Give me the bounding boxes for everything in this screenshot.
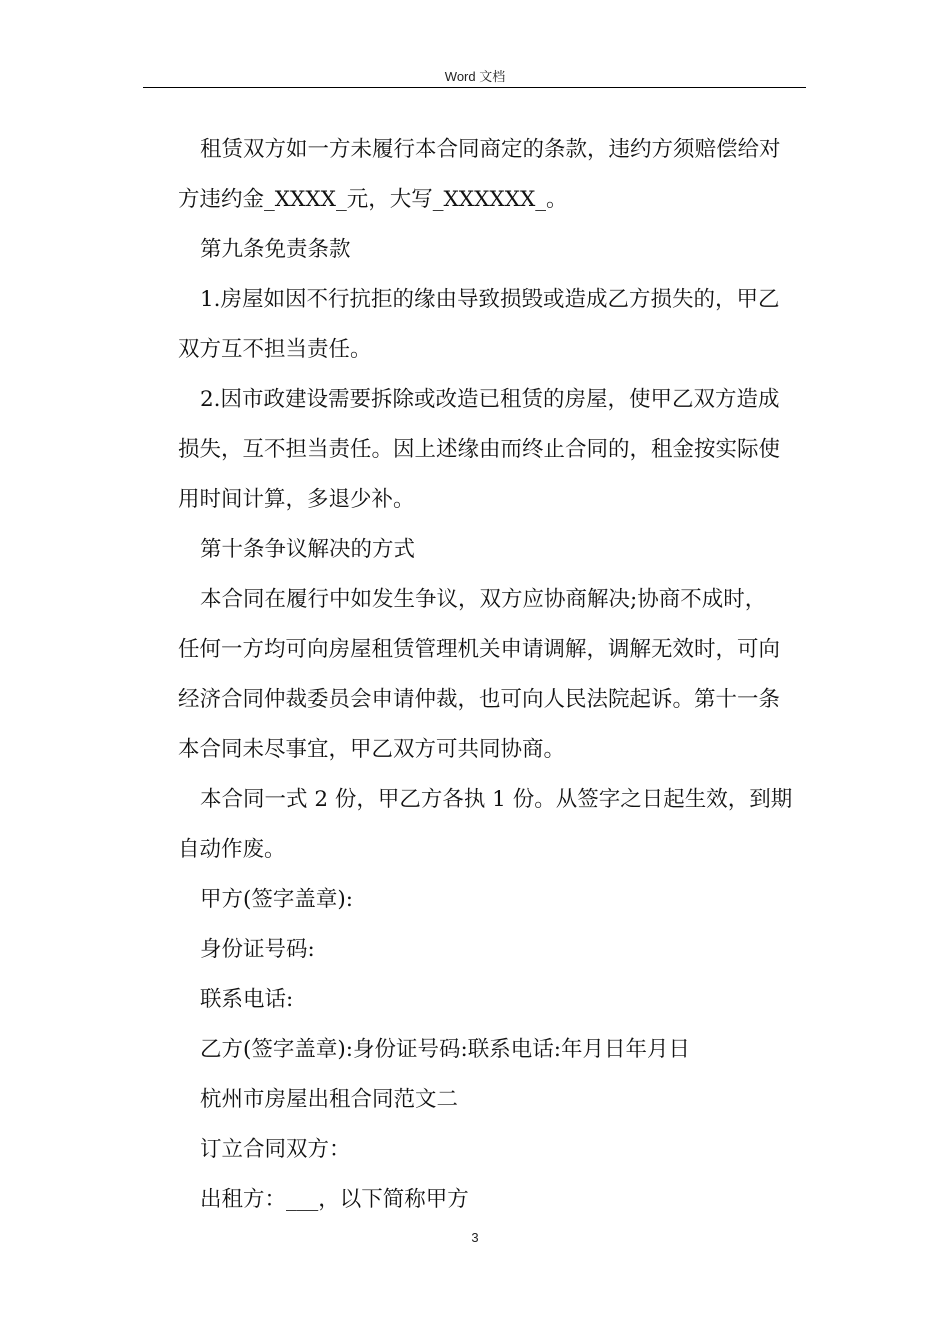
paragraph-line: 双方互不担当责任。 (178, 337, 372, 362)
paragraph-line: 订立合同双方： (200, 1137, 351, 1162)
paragraph-line: 任何一方均可向房屋租赁管理机关申请调解，调解无效时，可向 (178, 637, 781, 662)
paragraph-line: 损失，互不担当责任。因上述缘由而终止合同的，租金按实际使 (178, 437, 781, 462)
paragraph-line: 本合同未尽事宜，甲乙双方可共同协商。 (178, 737, 566, 762)
document-subtitle: 杭州市房屋出租合同范文二 (200, 1087, 459, 1112)
paragraph-line: 租赁双方如一方未履行本合同商定的条款，违约方须赔偿给对 (200, 137, 781, 162)
page-number: 3 (471, 1230, 479, 1245)
paragraph-line: 经济合同仲裁委员会申请仲裁，也可向人民法院起诉。第十一条 (178, 687, 781, 712)
section-heading: 第十条争议解决的方式 (200, 537, 416, 562)
paragraph-line: 本合同在履行中如发生争议，双方应协商解决;协商不成时， (200, 587, 767, 612)
paragraph-line: 1.房屋如因不行抗拒的缘由导致损毁或造成乙方损失的，甲乙 (200, 287, 780, 312)
paragraph-line: 2.因市政建设需要拆除或改造已租赁的房屋，使甲乙双方造成 (200, 387, 780, 412)
paragraph-line: 方违约金_XXXX_元，大写_XXXXXX_。 (178, 187, 568, 212)
section-heading: 第九条免责条款 (200, 237, 351, 262)
paragraph-line: 自动作废。 (178, 837, 286, 862)
header-divider (143, 87, 806, 88)
paragraph-line: 本合同一式 2 份，甲乙方各执 1 份。从签字之日起生效，到期 (200, 787, 793, 812)
signature-field-party-b: 乙方(签字盖章):身份证号码:联系电话:年月日年月日 (200, 1037, 691, 1062)
id-number-field: 身份证号码: (200, 937, 315, 962)
paragraph-line: 用时间计算，多退少补。 (178, 487, 415, 512)
page-header: Word 文档 (444, 69, 506, 84)
phone-field: 联系电话: (200, 987, 294, 1012)
paragraph-line: 出租方：___，以下简称甲方 (200, 1187, 469, 1212)
signature-field-party-a: 甲方(签字盖章): (200, 887, 354, 912)
